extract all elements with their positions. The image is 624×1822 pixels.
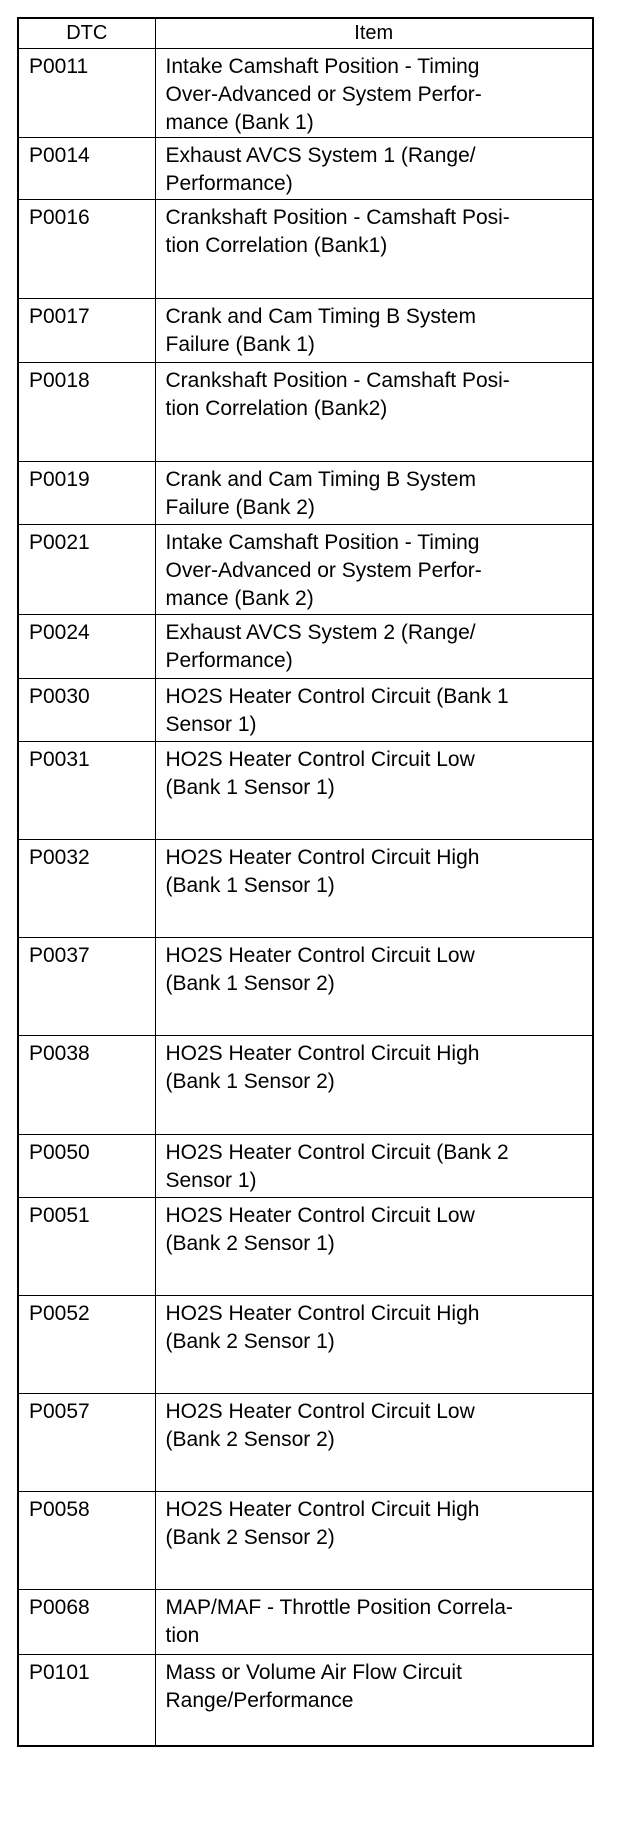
- table-row: [18, 1393, 593, 1491]
- dtc-code: P0030: [18, 678, 155, 741]
- dtc-item: HO2S Heater Control Circuit High (Bank 2 Sensor 2): [155, 1491, 593, 1589]
- dtc-code: P0014: [18, 137, 155, 199]
- dtc-code: P0051: [18, 1197, 155, 1295]
- dtc-item: HO2S Heater Control Circuit (Bank 2 Sensor 1): [155, 1134, 593, 1197]
- table-row: [18, 839, 593, 937]
- table-row: [18, 614, 593, 678]
- dtc-code: P0031: [18, 741, 155, 839]
- dtc-item: Crankshaft Position - Camshaft Posi- tion Correlation (Bank1): [155, 199, 593, 298]
- dtc-code: P0016: [18, 199, 155, 298]
- dtc-item: HO2S Heater Control Circuit Low (Bank 1 Sensor 1): [155, 741, 593, 839]
- dtc-table: [17, 17, 594, 1747]
- dtc-item: HO2S Heater Control Circuit Low (Bank 2 Sensor 2): [155, 1393, 593, 1491]
- dtc-item: MAP/MAF - Throttle Position Correla- tion: [155, 1589, 593, 1654]
- dtc-item: Crank and Cam Timing B System Failure (Bank 2): [155, 461, 593, 524]
- dtc-code: P0068: [18, 1589, 155, 1654]
- header-dtc: DTC: [18, 18, 155, 48]
- table-row: [18, 741, 593, 839]
- table-row: [18, 1654, 593, 1746]
- dtc-item: Exhaust AVCS System 2 (Range/ Performance): [155, 614, 593, 678]
- dtc-code: P0021: [18, 524, 155, 614]
- dtc-item: Crank and Cam Timing B System Failure (Bank 1): [155, 298, 593, 362]
- table-row: [18, 137, 593, 199]
- dtc-code: P0101: [18, 1654, 155, 1746]
- dtc-code: P0017: [18, 298, 155, 362]
- table-header-row: [18, 18, 593, 48]
- table-row: [18, 1491, 593, 1589]
- dtc-item: HO2S Heater Control Circuit (Bank 1 Sensor 1): [155, 678, 593, 741]
- table-row: [18, 1295, 593, 1393]
- table-row: [18, 937, 593, 1035]
- table-row: [18, 298, 593, 362]
- dtc-item: HO2S Heater Control Circuit High (Bank 2 Sensor 1): [155, 1295, 593, 1393]
- table-row: [18, 48, 593, 137]
- dtc-code: P0032: [18, 839, 155, 937]
- dtc-item: Crankshaft Position - Camshaft Posi- tion Correlation (Bank2): [155, 362, 593, 461]
- dtc-item: Intake Camshaft Position - Timing Over-Advanced or System Perfor- mance (Bank 2): [155, 524, 593, 614]
- dtc-item: HO2S Heater Control Circuit Low (Bank 1 Sensor 2): [155, 937, 593, 1035]
- header-item: Item: [155, 18, 593, 48]
- dtc-item: HO2S Heater Control Circuit High (Bank 1 Sensor 1): [155, 839, 593, 937]
- table-row: [18, 461, 593, 524]
- dtc-code: P0019: [18, 461, 155, 524]
- dtc-code: P0038: [18, 1035, 155, 1134]
- table-row: [18, 524, 593, 614]
- table-row: [18, 1134, 593, 1197]
- table-row: [18, 1197, 593, 1295]
- dtc-item: HO2S Heater Control Circuit Low (Bank 2 Sensor 1): [155, 1197, 593, 1295]
- table-row: [18, 678, 593, 741]
- dtc-item: Exhaust AVCS System 1 (Range/ Performance): [155, 137, 593, 199]
- dtc-item: Intake Camshaft Position - Timing Over-Advanced or System Perfor- mance (Bank 1): [155, 48, 593, 137]
- dtc-code: P0050: [18, 1134, 155, 1197]
- table-row: [18, 1589, 593, 1654]
- dtc-code: P0058: [18, 1491, 155, 1589]
- dtc-code: P0052: [18, 1295, 155, 1393]
- dtc-item: Mass or Volume Air Flow Circuit Range/Performance: [155, 1654, 593, 1746]
- dtc-code: P0057: [18, 1393, 155, 1491]
- dtc-code: P0024: [18, 614, 155, 678]
- dtc-item: HO2S Heater Control Circuit High (Bank 1 Sensor 2): [155, 1035, 593, 1134]
- table-row: [18, 199, 593, 298]
- dtc-code: P0011: [18, 48, 155, 137]
- dtc-code: P0037: [18, 937, 155, 1035]
- dtc-code: P0018: [18, 362, 155, 461]
- table-row: [18, 1035, 593, 1134]
- table-row: [18, 362, 593, 461]
